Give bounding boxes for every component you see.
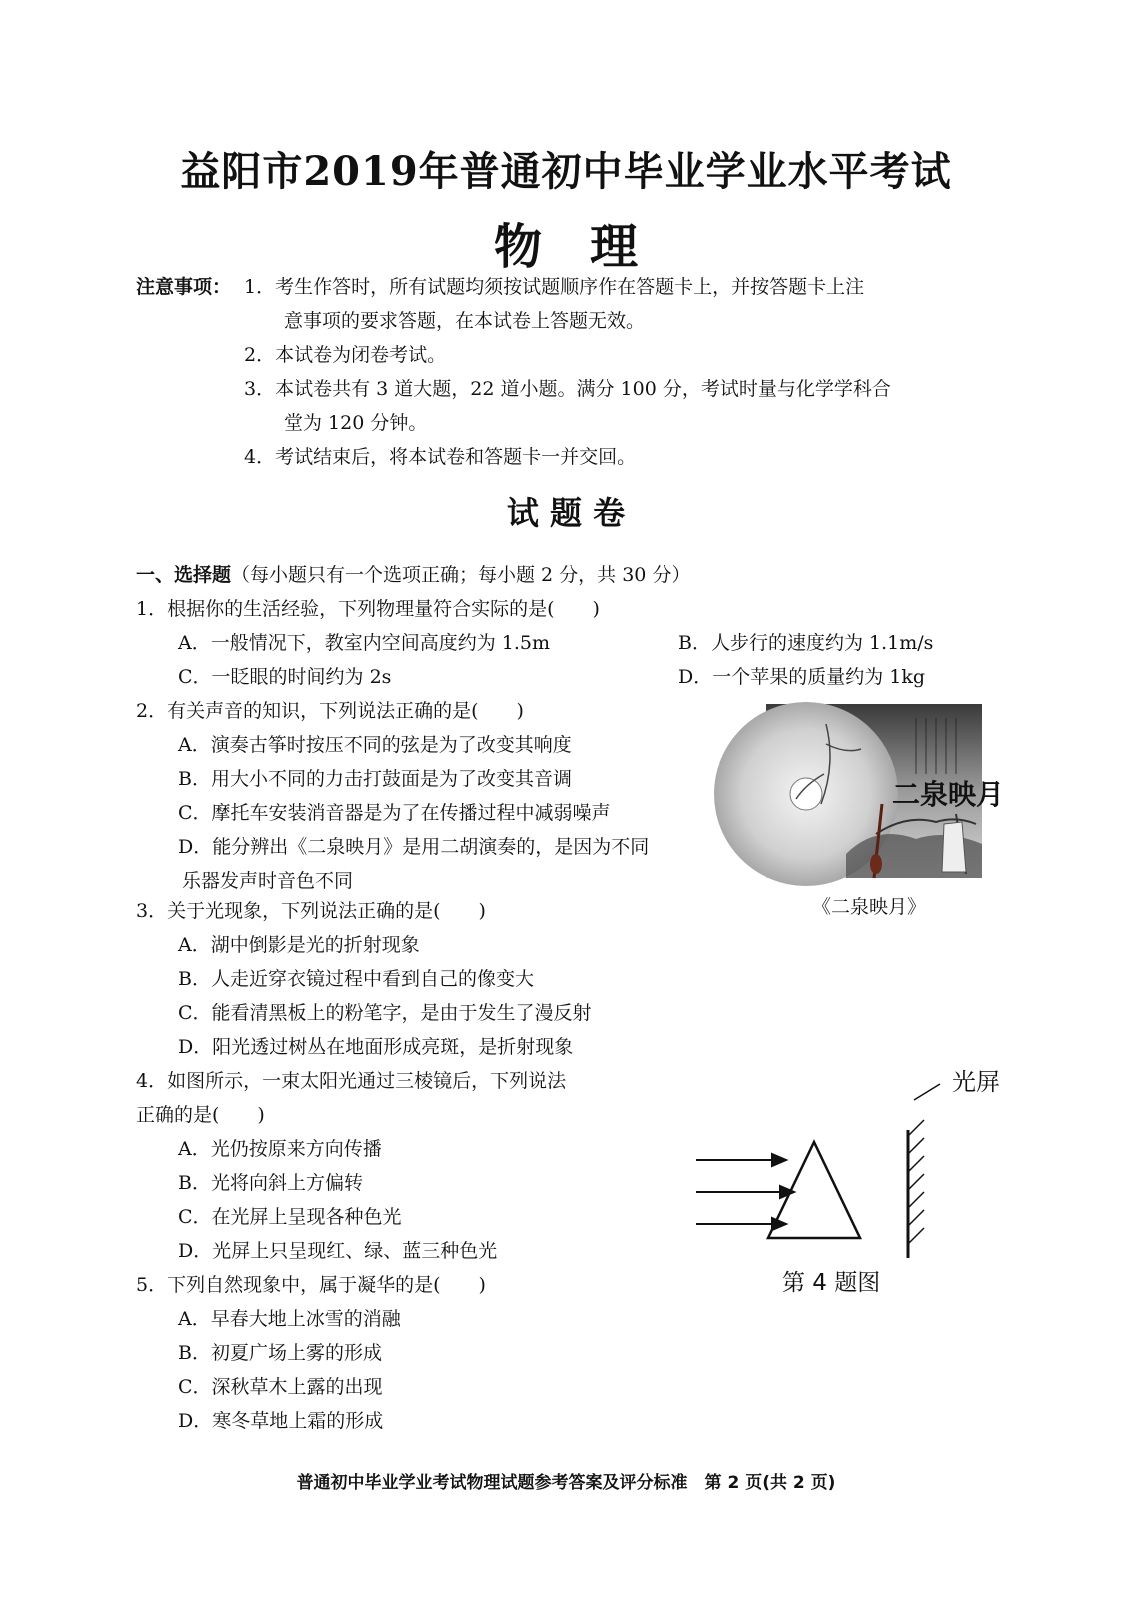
note-1: 1．考生作答时，所有试题均须按试题顺序作在答题卡上，并按答题卡上注 xyxy=(244,276,865,298)
question-3-option-b: B．人走近穿衣镜过程中看到自己的像变大 xyxy=(178,968,534,990)
question-1-option-c: C．一眨眼的时间约为 2s xyxy=(178,666,392,688)
section-label: 一、选择题 xyxy=(136,564,232,586)
note-3-cont: 堂为 120 分钟。 xyxy=(284,412,428,434)
question-5-option-c: C．深秋草木上露的出现 xyxy=(178,1376,383,1398)
question-2-option-b: B．用大小不同的力击打鼓面是为了改变其音调 xyxy=(178,768,572,790)
question-3-option-d: D．阳光透过树丛在地面形成亮斑，是折射现象 xyxy=(178,1036,574,1058)
album-cover-art xyxy=(766,704,1005,878)
question-1-option-d: D．一个苹果的质量约为 1kg xyxy=(678,666,926,688)
screen-hatching xyxy=(908,1120,924,1244)
question-5-option-b: B．初夏广场上雾的形成 xyxy=(178,1342,382,1364)
question-4-option-b: B．光将向斜上方偏转 xyxy=(178,1172,363,1194)
album-cover-image xyxy=(766,704,1005,878)
question-1-option-b: B．人步行的速度约为 1.1m/s xyxy=(678,632,934,654)
question-2-option-d-cont: 乐器发声时音色不同 xyxy=(182,870,354,892)
screen-label-leader xyxy=(914,1084,940,1100)
question-5-stem: 5．下列自然现象中，属于凝华的是( ) xyxy=(136,1274,486,1296)
question-4-option-d: D．光屏上只呈现红、绿、蓝三种色光 xyxy=(178,1240,498,1262)
note-2: 2．本试卷为闭卷考试。 xyxy=(244,344,447,366)
question-2-stem: 2．有关声音的知识，下列说法正确的是( ) xyxy=(136,700,524,722)
notes-label: 注意事项： xyxy=(136,276,232,298)
question-2-option-c: C．摩托车安装消音器是为了在传播过程中减弱噪声 xyxy=(178,802,611,824)
note-4: 4．考试结束后，将本试卷和答题卡一并交回。 xyxy=(244,446,637,468)
question-4-stem: 4．如图所示，一束太阳光通过三棱镜后，下列说法 xyxy=(136,1070,567,1092)
section-heading xyxy=(136,560,690,587)
question-3-option-c: C．能看清黑板上的粉笔字，是由于发生了漫反射 xyxy=(178,1002,592,1024)
question-1-stem: 1．根据你的生活经验，下列物理量符合实际的是( ) xyxy=(136,598,600,620)
screen-label: 光屏 xyxy=(952,1068,1000,1096)
question-4-option-c: C．在光屏上呈现各种色光 xyxy=(178,1206,402,1228)
arrowhead-1 xyxy=(772,1154,786,1166)
prism-diagram xyxy=(690,1070,1010,1260)
page-footer: 普通初中毕业学业考试物理试题参考答案及评分标准 第 2 页(共 2 页) xyxy=(296,1473,836,1493)
prism-caption: 第 4 题图 xyxy=(782,1270,881,1296)
question-3-option-a: A．湖中倒影是光的折射现象 xyxy=(178,934,420,956)
album-caption: 《二泉映月》 xyxy=(812,896,927,918)
question-5-option-d: D．寒冬草地上霜的形成 xyxy=(178,1410,384,1432)
question-2-option-a: A．演奏古筝时按压不同的弦是为了改变其响度 xyxy=(178,734,572,756)
question-4-option-a: A．光仍按原来方向传播 xyxy=(178,1138,382,1160)
note-1-cont: 意事项的要求答题，在本试卷上答题无效。 xyxy=(284,310,646,332)
section-note: （每小题只有一个选项正确；每小题 2 分，共 30 分） xyxy=(231,564,691,586)
exam-title: 益阳市2019年普通初中毕业学业水平考试 xyxy=(180,148,952,195)
question-3-stem: 3．关于光现象，下列说法正确的是( ) xyxy=(136,900,486,922)
album-art-title: 二泉映月 xyxy=(892,778,1005,811)
section-title: 试 题 卷 xyxy=(506,494,626,532)
subject-title: 物 理 xyxy=(493,219,638,275)
question-1-option-a: A．一般情况下，教室内空间高度约为 1.5m xyxy=(178,632,550,654)
question-4-stem-cont: 正确的是( ) xyxy=(136,1104,265,1126)
question-2-option-d: D．能分辨出《二泉映月》是用二胡演奏的，是因为不同 xyxy=(178,836,650,858)
note-3: 3．本试卷共有 3 道大题，22 道小题。满分 100 分，考试时量与化学学科合 xyxy=(244,378,891,400)
question-5-option-a: A．早春大地上冰雪的消融 xyxy=(178,1308,401,1330)
